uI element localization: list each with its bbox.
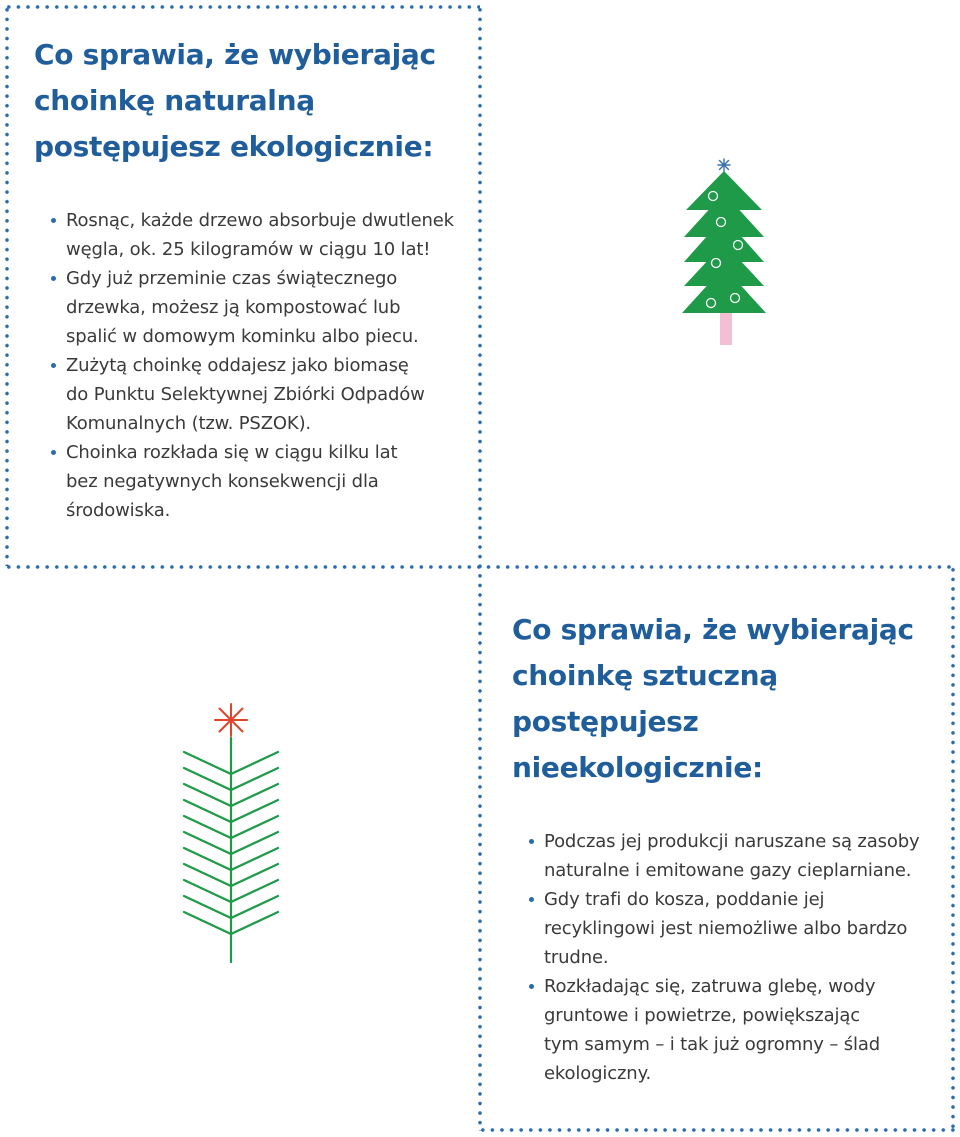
- list-item: [34, 438, 474, 525]
- bullet-line: bez negatywnych konsekwencji dla: [66, 471, 379, 492]
- list-item: [512, 827, 948, 885]
- dotted-border-right: [951, 565, 955, 1131]
- bullet-line: środowiska.: [66, 500, 171, 521]
- bullet-line: węgla, ok. 25 kilogramów w ciągu 10 lat!: [66, 239, 431, 260]
- bullet-line: Zużytą choinkę oddajesz jako biomasę: [66, 355, 409, 376]
- list-item: [34, 264, 474, 351]
- artificial-heading-line: choinkę sztuczną: [512, 659, 778, 692]
- bullet-line: naturalne i emitowane gazy cieplarniane.: [544, 860, 912, 881]
- bullet-dot-icon: [529, 984, 534, 989]
- artificial-heading-line: postępujesz: [512, 705, 699, 738]
- bullet-line: Podczas jej produkcji naruszane są zasoby: [544, 831, 920, 852]
- tree-trunk: [720, 310, 732, 345]
- list-item: [34, 206, 474, 264]
- artificial-christmas-tree-icon: [180, 702, 282, 964]
- bullet-line: Komunalnych (tzw. PSZOK).: [66, 413, 312, 434]
- bullet-line: spalić w domowym kominku albo piecu.: [66, 326, 419, 347]
- dotted-border-middle: [4, 565, 956, 569]
- bullet-line: recyklingowi jest niemożliwe albo bardzo: [544, 918, 908, 939]
- list-item: [512, 885, 948, 972]
- dotted-border-left: [5, 5, 9, 566]
- bullet-line: Gdy trafi do kosza, poddanie jej: [544, 889, 825, 910]
- natural-heading: [34, 32, 436, 170]
- bullet-line: Rozkładając się, zatruwa glebę, wody: [544, 976, 876, 997]
- bullet-line: Rosnąc, każde drzewo absorbuje dwutlenek: [66, 210, 454, 231]
- star-icon: [215, 704, 247, 736]
- bullet-dot-icon: [51, 218, 56, 223]
- bullet-dot-icon: [529, 897, 534, 902]
- artificial-bullet-list: [512, 827, 948, 1088]
- bullet-line: tym samym – i tak już ogromny – ślad: [544, 1034, 881, 1055]
- list-item: [34, 351, 474, 438]
- star-icon: [718, 159, 730, 171]
- bullet-line: Choinka rozkłada się w ciągu kilku lat: [66, 442, 398, 463]
- bullet-line: trudne.: [544, 947, 609, 968]
- tree-branches: [184, 738, 278, 962]
- artificial-heading: [512, 607, 914, 791]
- bullet-line: gruntowe i powietrze, powiększając: [544, 1005, 860, 1026]
- bullet-line: drzewka, możesz ją kompostować lub: [66, 297, 401, 318]
- bullet-dot-icon: [51, 276, 56, 281]
- bullet-line: Gdy już przeminie czas świątecznego: [66, 268, 398, 289]
- bullet-dot-icon: [51, 450, 56, 455]
- natural-bullet-list: [34, 206, 474, 525]
- bullet-dot-icon: [529, 839, 534, 844]
- natural-heading-line: Co sprawia, że wybierając: [34, 38, 436, 71]
- artificial-heading-line: Co sprawia, że wybierając: [512, 613, 914, 646]
- dotted-border-top-left: [4, 5, 480, 9]
- natural-heading-line: postępujesz ekologicznie:: [34, 130, 434, 163]
- bullet-dot-icon: [51, 363, 56, 368]
- artificial-heading-line: nieekologicznie:: [512, 751, 763, 784]
- tree-crown: [682, 171, 766, 313]
- bullet-line: ekologiczny.: [544, 1063, 652, 1084]
- bullet-line: do Punktu Selektywnej Zbiórki Odpadów: [66, 384, 425, 405]
- list-item: [512, 972, 948, 1088]
- natural-christmas-tree-icon: [680, 155, 770, 350]
- natural-heading-line: choinkę naturalną: [34, 84, 315, 117]
- dotted-border-bottom: [478, 1128, 956, 1132]
